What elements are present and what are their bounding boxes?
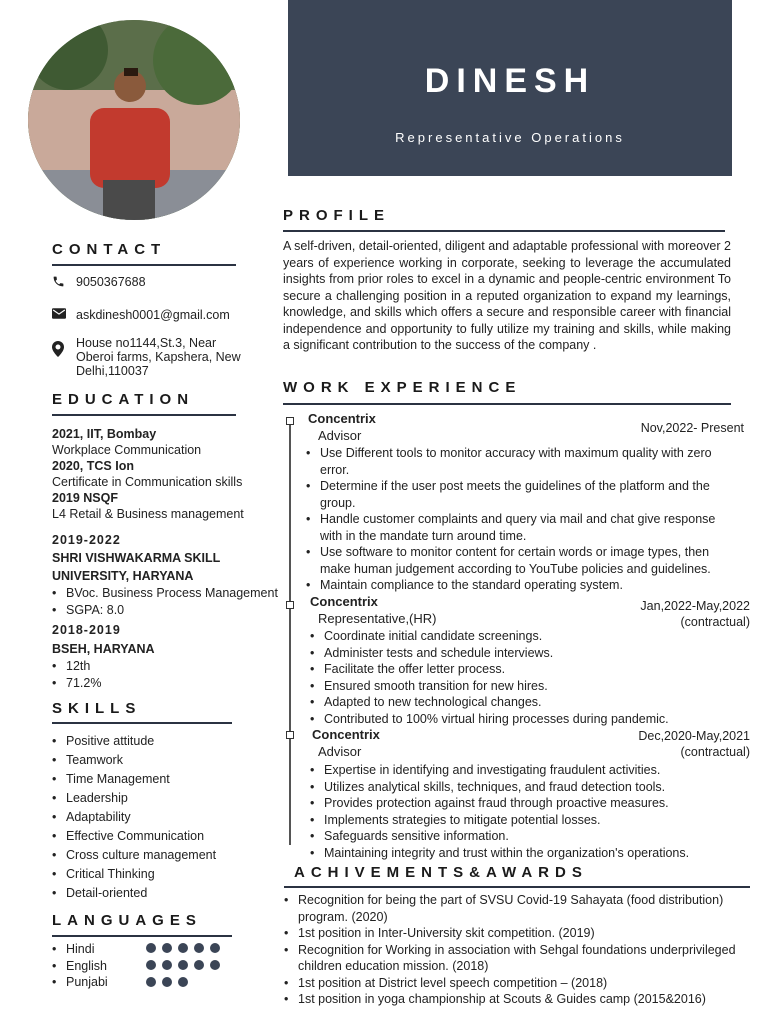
- job-contract-type: (contractual): [680, 745, 750, 759]
- list-item: • Adapted to new technological changes.: [310, 694, 740, 711]
- experience-title: WORK EXPERIENCE: [283, 379, 522, 396]
- list-item: • BVoc. Business Process Management: [52, 585, 287, 602]
- job-date: Nov,2022- Present: [640, 421, 744, 435]
- experience-timeline: [289, 420, 291, 845]
- job-company: Concentrix: [310, 594, 378, 609]
- skill-item: • Cross culture management: [52, 846, 216, 865]
- proficiency-dot: [146, 960, 156, 970]
- list-item: • Administer tests and schedule interviews.: [310, 645, 740, 662]
- education-degree: [52, 531, 287, 619]
- job-responsibilities: [310, 628, 740, 727]
- language-item: • English: [52, 958, 108, 975]
- contact-address: House no1144,St.3, Near Oberoi farms, Kapshera, New Delhi,110037: [76, 336, 241, 378]
- contact-address-row: [52, 336, 242, 378]
- languages-rule: [52, 935, 232, 937]
- achievement-item: • 1st position at District level speech competition – (2018): [284, 975, 754, 992]
- job-company: Concentrix: [312, 727, 380, 742]
- list-item: • Use Different tools to monitor accuracy with maximum quality with zero error.: [306, 445, 740, 478]
- job-company: Concentrix: [308, 411, 376, 426]
- proficiency-dot: [210, 960, 220, 970]
- list-item: • Determine if the user post meets the guidelines of the platform and the group.: [306, 478, 740, 511]
- phone-icon: [52, 275, 66, 291]
- degree-years: 2018-2019: [52, 623, 121, 637]
- cert-heading: 2019 NSQF: [52, 491, 119, 505]
- contact-phone[interactable]: 9050367688: [76, 275, 146, 289]
- proficiency-dot: [162, 960, 172, 970]
- list-item: • 71.2%: [52, 675, 282, 692]
- skill-item: • Time Management: [52, 770, 216, 789]
- contact-phone-row: [52, 275, 252, 291]
- job-dates: [560, 420, 744, 436]
- job-responsibilities: [306, 445, 740, 594]
- education-school: [52, 621, 282, 692]
- proficiency-dot: [178, 943, 188, 953]
- skill-item: • Teamwork: [52, 751, 216, 770]
- list-item: • Contributed to 100% virtual hiring processes during pandemic.: [310, 711, 740, 728]
- list-item: • Facilitate the offer letter process.: [310, 661, 740, 678]
- list-item: • SGPA: 8.0: [52, 602, 287, 619]
- achievement-item: • Recognition for Working in association with Sehgal foundations underprivileged children education mission. (2018): [284, 942, 754, 975]
- candidate-name: DINESH: [424, 62, 596, 100]
- list-item: • Maintain compliance to the standard operating system.: [306, 577, 740, 594]
- list-item: • Safeguards sensitive information.: [310, 828, 750, 845]
- language-item: • Hindi: [52, 941, 108, 958]
- languages-title: LANGUAGES: [52, 912, 202, 929]
- contact-rule: [52, 264, 236, 266]
- list-item: • 12th: [52, 658, 282, 675]
- list-item: • Use software to monitor content for certain words or image types, then make human judgement according to YouTube policies and guidelines.: [306, 544, 740, 577]
- profile-summary: A self-driven, detail-oriented, diligent and adaptable professional with moreover 2 years of experience working in corporate, seeking to leverage the accumulated insights from prior roles to excel in a dynamic and people-centric environment To secure a challenging position in a reputed organization to expand my learnings, knowledge, and skills which offers a secure and responsible career with financial independence and opportunity to fully utilize my training and skills, while making a significant contribution to the success of the company .: [283, 239, 731, 352]
- language-level-punjabi: [146, 977, 188, 987]
- education-title: EDUCATION: [52, 391, 195, 408]
- degree-years: 2019-2022: [52, 533, 121, 547]
- list-item: • Ensured smooth transition for new hires.: [310, 678, 740, 695]
- proficiency-dot: [178, 960, 188, 970]
- job-role: Advisor: [318, 428, 362, 443]
- skills-title: SKILLS: [52, 700, 142, 717]
- skills-rule: [52, 722, 232, 724]
- skill-item: • Critical Thinking: [52, 865, 216, 884]
- job-dates: [560, 728, 750, 760]
- candidate-role: Representative Operations: [395, 130, 625, 145]
- language-level-hindi: [146, 943, 220, 953]
- cert-detail: L4 Retail & Business management: [52, 507, 244, 521]
- timeline-marker: [286, 601, 294, 609]
- languages-list: [52, 941, 108, 991]
- timeline-marker: [286, 417, 294, 425]
- achievement-item: • 1st position in Inter-University skit competition. (2019): [284, 925, 754, 942]
- job-responsibilities: [310, 762, 750, 861]
- education-rule: [52, 414, 236, 416]
- achievements-list: [284, 892, 754, 1008]
- location-pin-icon: [52, 336, 66, 360]
- cert-detail: Certificate in Communication skills: [52, 475, 243, 489]
- proficiency-dot: [146, 977, 156, 987]
- list-item: • Handle customer complaints and query via mail and chat give response with in the mandate turn around time.: [306, 511, 740, 544]
- cert-heading: 2020, TCS Ion: [52, 459, 134, 473]
- profile-rule: [283, 230, 725, 232]
- achievements-title: ACHIVEMENTS&AWARDS: [294, 864, 588, 881]
- timeline-marker: [286, 731, 294, 739]
- profile-title: PROFILE: [283, 207, 391, 224]
- list-item: • Coordinate initial candidate screenings.: [310, 628, 740, 645]
- profile-photo: [28, 20, 240, 220]
- contact-email-row: [52, 308, 252, 322]
- proficiency-dot: [146, 943, 156, 953]
- proficiency-dot: [194, 960, 204, 970]
- skill-item: • Leadership: [52, 789, 216, 808]
- proficiency-dot: [210, 943, 220, 953]
- proficiency-dot: [162, 943, 172, 953]
- skill-item: • Detail-oriented: [52, 884, 216, 903]
- list-item: • Maintaining integrity and trust within the organization's operations.: [310, 845, 750, 862]
- achievement-item: • Recognition for being the part of SVSU Covid-19 Sahayata (food distribution) program. (2020): [284, 892, 754, 925]
- skills-list: [52, 732, 216, 903]
- education-certifications: [52, 426, 282, 522]
- language-level-english: [146, 960, 220, 970]
- language-item: • Punjabi: [52, 974, 108, 991]
- degree-institution: SHRI VISHWAKARMA SKILL UNIVERSITY, HARYANA: [52, 551, 221, 583]
- cert-heading: 2021, IIT, Bombay: [52, 427, 157, 441]
- list-item: • Implements strategies to mitigate potential losses.: [310, 812, 750, 829]
- proficiency-dot: [178, 977, 188, 987]
- job-date: Jan,2022-May,2022: [640, 599, 750, 613]
- list-item: • Utilizes analytical skills, techniques, and fraud detection tools.: [310, 779, 750, 796]
- contact-title: CONTACT: [52, 241, 167, 258]
- email-icon: [52, 308, 66, 322]
- job-role: Advisor: [318, 744, 362, 759]
- contact-email[interactable]: askdinesh0001@gmail.com: [76, 308, 230, 322]
- proficiency-dot: [162, 977, 172, 987]
- proficiency-dot: [194, 943, 204, 953]
- skill-item: • Adaptability: [52, 808, 216, 827]
- achievement-item: • 1st position in yoga championship at Scouts & Guides camp (2015&2016): [284, 991, 754, 1008]
- job-contract-type: (contractual): [680, 615, 750, 629]
- job-role: Representative,(HR): [318, 611, 437, 626]
- achievements-rule: [284, 886, 750, 888]
- degree-institution: BSEH, HARYANA: [52, 642, 155, 656]
- job-dates: [560, 598, 750, 630]
- skill-item: • Effective Communication: [52, 827, 216, 846]
- skill-item: • Positive attitude: [52, 732, 216, 751]
- experience-rule: [283, 403, 731, 405]
- job-date: Dec,2020-May,2021: [638, 729, 750, 743]
- list-item: • Expertise in identifying and investigating fraudulent activities.: [310, 762, 750, 779]
- cert-detail: Workplace Communication: [52, 443, 202, 457]
- list-item: • Provides protection against fraud through proactive measures.: [310, 795, 750, 812]
- school-details: [52, 658, 282, 692]
- degree-details: [52, 585, 287, 619]
